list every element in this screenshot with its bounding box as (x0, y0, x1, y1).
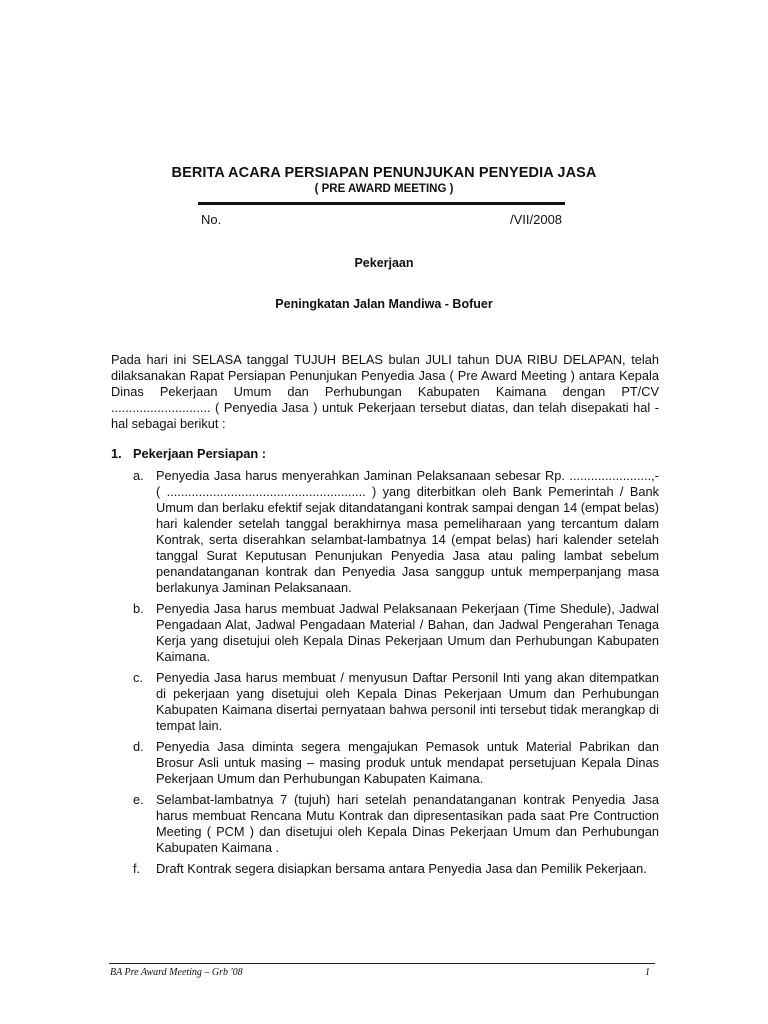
title-underline (198, 202, 565, 205)
list-item-text: Penyedia Jasa diminta segera mengajukan Pemasok untuk Material Pabrikan dan Brosur Asli untuk masing – masing produk untuk mendapat persetujuan Kepala Dinas Pekerjaan Umum dan Perhubungan Kabupaten Kaimana. (156, 739, 659, 786)
list-item-text: Penyedia Jasa harus membuat / menyusun Daftar Personil Inti yang akan ditempatkan di pekerjaan yang disetujui oleh Kepala Dinas Pekerjaan Umum dan Perhubungan Kabupaten Kaimana disertai pernyataan bahwa personil inti tersebut tidak merangkap di tempat lain. (156, 670, 659, 733)
list-item-text: Selambat-lambatnya 7 (tujuh) hari setelah penandatanganan kontrak Penyedia Jasa harus membuat Rencana Mutu Kontrak dan dipresentasikan pada saat Pre Contruction Meeting ( PCM ) dan disetujui oleh Kepala Dinas Pekerjaan Umum dan Perhubungan Kabupaten Kaimana . (156, 792, 659, 855)
list-item-letter: f. (133, 861, 141, 876)
section-number: 1. (111, 446, 122, 461)
section-heading (111, 446, 266, 461)
list-item-letter: c. (133, 670, 143, 685)
list-item (133, 792, 659, 856)
document-number-suffix: /VII/2008 (510, 212, 563, 227)
section-items (133, 468, 659, 882)
document-number-label: No. (201, 212, 222, 227)
intro-paragraph: Pada hari ini SELASA tanggal TUJUH BELAS bulan JULI tahun DUA RIBU DELAPAN, telah dilaksanakan Rapat Persiapan Penunjukan Penyedia Jasa ( Pre Award Meeting ) antara Kepala Dinas Pekerjaan Umum dan Perhubungan Kabupaten Kaimana dengan PT/CV ............................ ( Penyedia Jasa ) untuk Pekerjaan tersebut diatas, dan telah disepakati hal - hal sebagai berikut : (111, 352, 659, 431)
document-subtitle: ( PRE AWARD MEETING ) (314, 183, 454, 195)
page-number: 1 (645, 967, 650, 978)
work-label: Pekerjaan (354, 256, 414, 270)
list-item-text: Draft Kontrak segera disiapkan bersama antara Penyedia Jasa dan Pemilik Pekerjaan. (156, 861, 647, 876)
list-item (133, 601, 659, 665)
list-item-letter: e. (133, 792, 144, 807)
list-item-letter: a. (133, 468, 144, 483)
list-item (133, 468, 659, 596)
list-item-text: Penyedia Jasa harus menyerahkan Jaminan Pelaksanaan sebesar Rp. .......................,- ( ........................................................ ) yang diterbitkan oleh Bank Pemerintah / Bank Umum dan berlaku efektif sejak ditandatangani kontrak sampai dengan 14 (empat belas) hari kalender setelah tanggal berakhirnya masa pemeliharaan yang tercantum dalam Kontrak, serta diserahkan selambat-lambatnya 14 (empat belas) hari kalender setelah tanggal Surat Keputusan Penunjukan Penyedia Jasa atau paling lambat sebelum penandatanganan kontrak dan Penyedia Jasa sanggup untuk memperpanjang masa berlakunya Jaminan Pelaksanaan. (156, 468, 659, 595)
list-item (133, 670, 659, 734)
footer-divider (109, 963, 655, 964)
work-name: Peningkatan Jalan Mandiwa - Bofuer (275, 297, 493, 311)
list-item (133, 739, 659, 787)
document-title: BERITA ACARA PERSIAPAN PENUNJUKAN PENYEDIA JASA (171, 165, 597, 181)
list-item (133, 861, 659, 877)
footer-text: BA Pre Award Meeting – Grb '08 (110, 967, 243, 978)
section-title: Pekerjaan Persiapan : (133, 446, 267, 461)
list-item-letter: b. (133, 601, 144, 616)
list-item-text: Penyedia Jasa harus membuat Jadwal Pelaksanaan Pekerjaan (Time Shedule), Jadwal Pengadaan Alat, Jadwal Pengadaan Material / Bahan, dan Jadwal Pengerahan Tenaga Kerja yang disetujui oleh Kepala Dinas Pekerjaan Umum dan Perhubungan Kabupaten Kaimana. (156, 601, 659, 664)
list-item-letter: d. (133, 739, 144, 754)
